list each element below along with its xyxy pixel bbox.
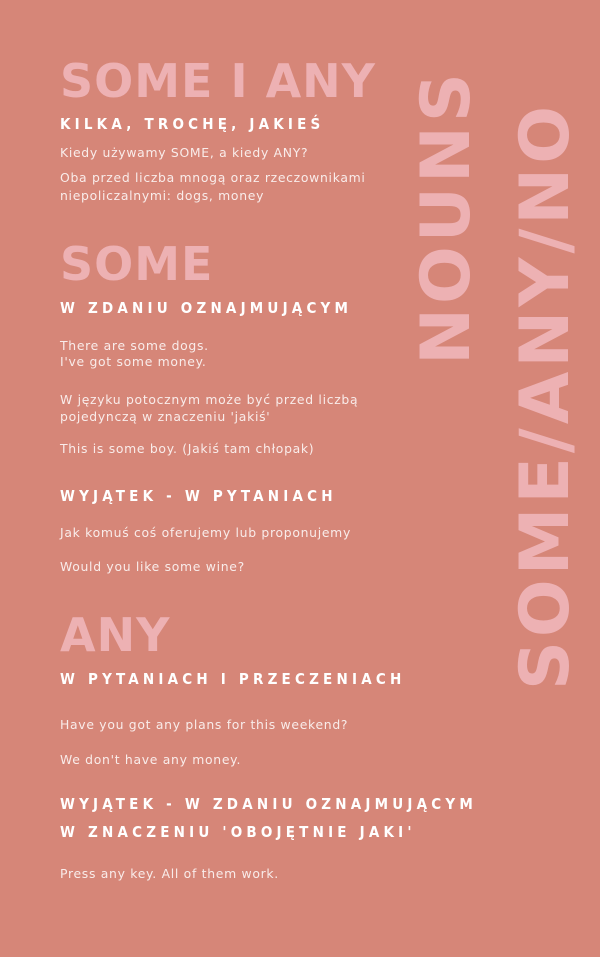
some-example-1: There are some dogs.	[60, 338, 209, 353]
intro-question: Kiedy używamy SOME, a kiedy ANY?	[60, 145, 309, 160]
side-title-nouns: NOUNS	[407, 69, 486, 365]
some-subtitle: W ZDANIU OZNAJMUJĄCYM	[60, 299, 353, 317]
some-note-2: pojedynczą w znaczeniu 'jakiś'	[60, 409, 271, 424]
some-title: SOME	[60, 237, 214, 291]
any-exception-title-2: W ZNACZENIU 'OBOJĘTNIE JAKI'	[60, 823, 416, 841]
side-title-some-any-no: SOME/ANY/NO	[506, 101, 585, 691]
any-title: ANY	[60, 608, 171, 662]
some-exception-note: Jak komuś coś oferujemy lub proponujemy	[60, 525, 351, 540]
any-exception-title-1: WYJĄTEK - W ZDANIU OZNAJMUJĄCYM	[60, 795, 477, 813]
some-exception-example: Would you like some wine?	[60, 559, 245, 574]
some-example-2: I've got some money.	[60, 354, 207, 369]
any-example-1: Have you got any plans for this weekend?	[60, 717, 349, 732]
page-title: SOME I ANY	[60, 54, 376, 108]
any-example-2: We don't have any money.	[60, 752, 242, 767]
any-subtitle: W PYTANIACH I PRZECZENIACH	[60, 670, 406, 688]
some-example-3: This is some boy. (Jakiś tam chłopak)	[60, 441, 315, 456]
some-note-1: W języku potocznym może być przed liczbą	[60, 392, 359, 407]
some-exception-title: WYJĄTEK - W PYTANIACH	[60, 487, 337, 505]
intro-line-2: niepoliczalnymi: dogs, money	[60, 188, 265, 203]
intro-subtitle: KILKA, TROCHĘ, JAKIEŚ	[60, 115, 325, 133]
intro-line-1: Oba przed liczba mnogą oraz rzeczownikami	[60, 170, 366, 185]
any-exception-example: Press any key. All of them work.	[60, 866, 279, 881]
